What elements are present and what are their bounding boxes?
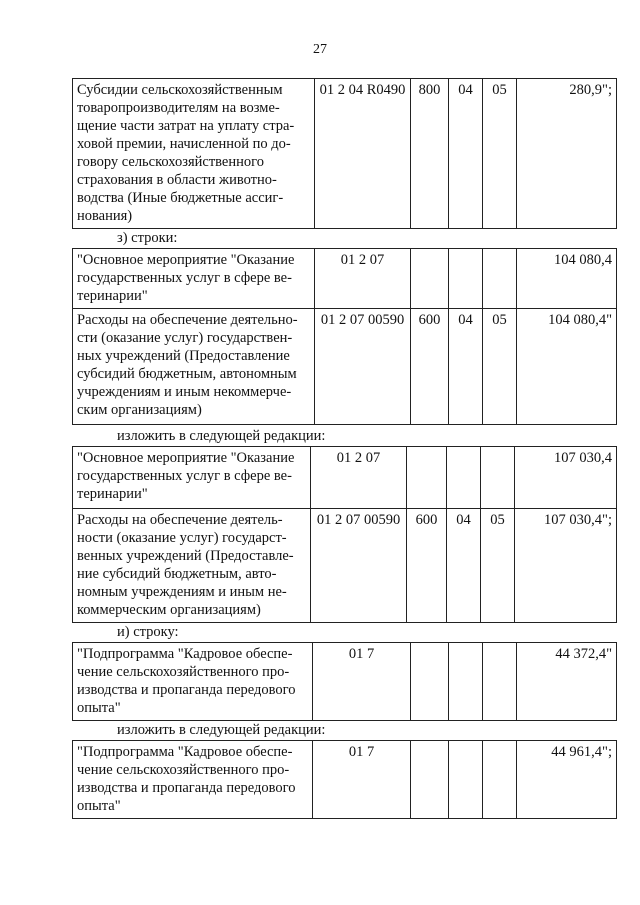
row-pr bbox=[483, 741, 517, 819]
row-pr: 05 bbox=[481, 509, 515, 623]
row-code: 01 2 07 00590 bbox=[311, 509, 407, 623]
row-name: Расходы на обеспечение деятельно-сти (оказание услуг) государствен-ных учреждений (Предоставление субсидий бюджетным, автономным учреждениям и иным некоммерче-ским организациям) bbox=[73, 309, 315, 425]
row-name: "Подпрограмма "Кадровое обеспе-чение сельскохозяйственного про-изводства и пропаганда передового опыта" bbox=[73, 643, 313, 721]
row-pr bbox=[483, 643, 517, 721]
row-vr bbox=[411, 643, 449, 721]
row-pr: 05 bbox=[483, 79, 517, 229]
row-sum: 107 030,4"; bbox=[515, 509, 617, 623]
row-sum: 44 372,4" bbox=[517, 643, 617, 721]
row-name: "Подпрограмма "Кадровое обеспе-чение сельскохозяйственного про-изводства и пропаганда передового опыта" bbox=[73, 741, 313, 819]
row-code: 01 7 bbox=[313, 643, 411, 721]
row-vr bbox=[411, 741, 449, 819]
row-sum: 104 080,4" bbox=[517, 309, 617, 425]
row-vr: 600 bbox=[407, 509, 447, 623]
caption-i: и) строку: bbox=[117, 624, 179, 640]
row-pr: 05 bbox=[483, 309, 517, 425]
budget-table-1 bbox=[72, 78, 617, 229]
caption-replace-1: изложить в следующей редакции: bbox=[117, 428, 326, 444]
row-rz bbox=[449, 249, 483, 309]
row-pr bbox=[481, 447, 515, 509]
row-sum: 280,9"; bbox=[517, 79, 617, 229]
row-name: Субсидии сельскохозяйственным товаропроизводителям на возме-щение части затрат на уплату стра-ховой премии, начисленной по до-говору сельскохозяйственного страхования в области животно-водства (Иные бюджетные ассиг-нования) bbox=[73, 79, 315, 229]
row-rz bbox=[449, 741, 483, 819]
table-row bbox=[73, 447, 617, 509]
budget-table-4 bbox=[72, 642, 617, 721]
row-code: 01 2 07 bbox=[311, 447, 407, 509]
budget-table-2 bbox=[72, 248, 617, 425]
budget-table-3 bbox=[72, 446, 617, 623]
budget-table-5 bbox=[72, 740, 617, 819]
row-code: 01 2 07 bbox=[315, 249, 411, 309]
row-name: "Основное мероприятие "Оказание государственных услуг в сфере ве-теринарии" bbox=[73, 447, 311, 509]
caption-z: з) строки: bbox=[117, 230, 178, 246]
row-vr bbox=[411, 249, 449, 309]
row-rz: 04 bbox=[447, 509, 481, 623]
row-code: 01 7 bbox=[313, 741, 411, 819]
page-number: 27 bbox=[313, 42, 327, 57]
row-vr: 600 bbox=[411, 309, 449, 425]
row-pr bbox=[483, 249, 517, 309]
row-rz bbox=[449, 643, 483, 721]
table-row bbox=[73, 643, 617, 721]
caption-replace-2: изложить в следующей редакции: bbox=[117, 722, 326, 738]
table-row bbox=[73, 509, 617, 623]
table-row bbox=[73, 741, 617, 819]
row-vr: 800 bbox=[411, 79, 449, 229]
row-rz bbox=[447, 447, 481, 509]
row-code: 01 2 04 R0490 bbox=[315, 79, 411, 229]
table-row bbox=[73, 249, 617, 309]
row-sum: 44 961,4"; bbox=[517, 741, 617, 819]
row-rz: 04 bbox=[449, 309, 483, 425]
row-sum: 104 080,4 bbox=[517, 249, 617, 309]
table-row bbox=[73, 79, 617, 229]
row-rz: 04 bbox=[449, 79, 483, 229]
row-vr bbox=[407, 447, 447, 509]
table-row bbox=[73, 309, 617, 425]
row-name: "Основное мероприятие "Оказание государственных услуг в сфере ве-теринарии" bbox=[73, 249, 315, 309]
row-sum: 107 030,4 bbox=[515, 447, 617, 509]
row-name: Расходы на обеспечение деятель-ности (оказание услуг) государст-венных учреждений (Предоставле-ние субсидий бюджетным, авто-номным учреждениям и иным не-коммерческим организациям) bbox=[73, 509, 311, 623]
row-code: 01 2 07 00590 bbox=[315, 309, 411, 425]
